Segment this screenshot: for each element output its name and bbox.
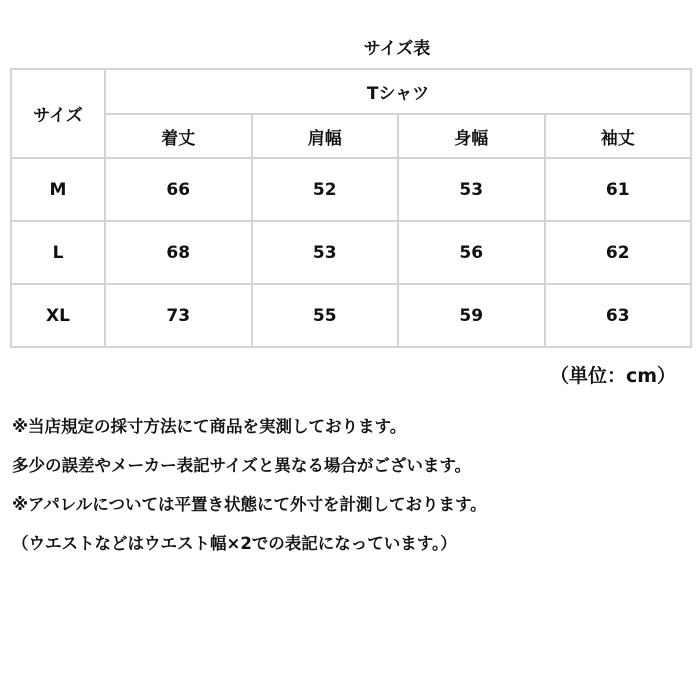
table-cell: 53 bbox=[398, 158, 545, 221]
note-line: ※アパレルについては平置き状態にて外寸を計測しております。 bbox=[12, 495, 487, 514]
column-header-length: 着丈 bbox=[105, 114, 252, 158]
size-table bbox=[10, 68, 692, 348]
table-cell: 66 bbox=[105, 158, 252, 221]
table-row bbox=[11, 284, 691, 347]
table-cell: 55 bbox=[252, 284, 399, 347]
table-header-row bbox=[11, 69, 691, 114]
page-title: サイズ表 bbox=[363, 39, 431, 59]
table-cell: 53 bbox=[252, 221, 399, 284]
table-cell: 56 bbox=[398, 221, 545, 284]
column-header-sleeve: 袖丈 bbox=[545, 114, 692, 158]
notes-list bbox=[12, 413, 487, 569]
size-label-cell: XL bbox=[11, 284, 105, 347]
unit-note: （単位：cm） bbox=[549, 365, 676, 387]
column-header-shoulder: 肩幅 bbox=[252, 114, 399, 158]
note-line: 多少の誤差やメーカー表記サイズと異なる場合がございます。 bbox=[12, 456, 472, 475]
size-label-cell: L bbox=[11, 221, 105, 284]
column-header-row bbox=[11, 114, 691, 158]
table-row bbox=[11, 221, 691, 284]
table-cell: 63 bbox=[545, 284, 692, 347]
table-cell: 61 bbox=[545, 158, 692, 221]
group-header-cell: Tシャツ bbox=[105, 69, 691, 114]
note-line: （ウエストなどはウエスト幅×2での表記になっています。） bbox=[12, 534, 457, 553]
table-cell: 59 bbox=[398, 284, 545, 347]
table-cell: 73 bbox=[105, 284, 252, 347]
note-line: ※当店規定の採寸方法にて商品を実測しております。 bbox=[12, 417, 407, 436]
size-label-cell: M bbox=[11, 158, 105, 221]
table-cell: 68 bbox=[105, 221, 252, 284]
table-cell: 62 bbox=[545, 221, 692, 284]
table-cell: 52 bbox=[252, 158, 399, 221]
size-header-cell: サイズ bbox=[11, 69, 105, 158]
table-row bbox=[11, 158, 691, 221]
column-header-chest: 身幅 bbox=[398, 114, 545, 158]
